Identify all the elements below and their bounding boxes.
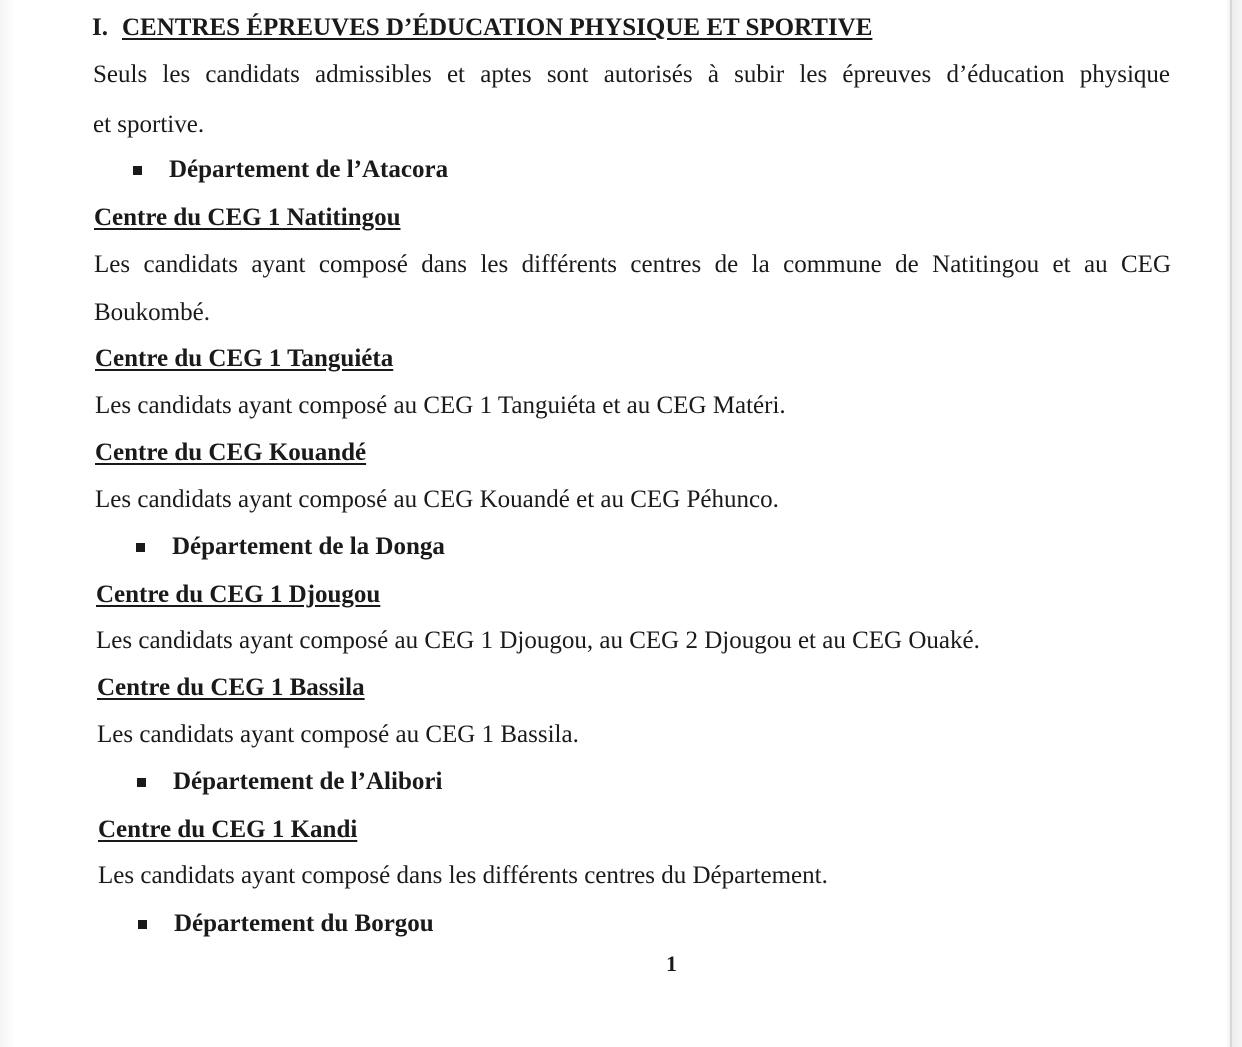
centre-title: Centre du CEG 1 Kandi [98,816,358,843]
intro-line-2: et sportive. [93,111,205,138]
centre-title: Centre du CEG Kouandé [95,439,367,466]
square-bullet-icon [138,920,147,929]
square-bullet-icon [137,778,146,787]
section-number: I. [92,14,108,41]
centre-description: Les candidats ayant composé au CEG 1 Bassila. [97,721,579,748]
department-donga [136,532,445,562]
centre-title: Centre du CEG 1 Djougou [96,581,381,608]
centre-title: Centre du CEG 1 Bassila [97,674,365,701]
department-borgou [138,909,434,939]
department-label: Département de la Donga [172,533,445,560]
department-label: Département de l’Atacora [169,156,449,183]
square-bullet-icon [133,166,142,175]
centre-description: Les candidats ayant composé dans les différents centres de la commune de Natitingou et au CEG [94,251,1171,278]
department-label: Département de l’Alibori [173,768,443,795]
centre-description: Les candidats ayant composé au CEG 1 Tanguiéta et au CEG Matéri. [95,392,786,419]
centre-title: Centre du CEG 1 Tanguiéta [95,345,394,372]
centre-title: Centre du CEG 1 Natitingou [94,204,401,231]
department-alibori [137,767,442,797]
department-label: Département du Borgou [174,910,434,937]
centre-description: Les candidats ayant composé dans les différents centres du Département. [98,862,828,889]
centre-description: Les candidats ayant composé au CEG Kouandé et au CEG Péhunco. [95,486,779,513]
centre-description-cont: Boukombé. [94,299,210,326]
square-bullet-icon [136,543,145,552]
intro-line-1: Seuls les candidats admissibles et aptes sont autorisés à subir les épreuves d’éducation physique [93,61,1170,88]
page-number: 1 [666,951,677,976]
department-atacora [133,155,448,185]
section-title: CENTRES ÉPREUVES D’ÉDUCATION PHYSIQUE ET SPORTIVE [121,14,873,41]
section-heading [92,13,872,43]
centre-description: Les candidats ayant composé au CEG 1 Djougou, au CEG 2 Djougou et au CEG Ouaké. [96,627,980,654]
